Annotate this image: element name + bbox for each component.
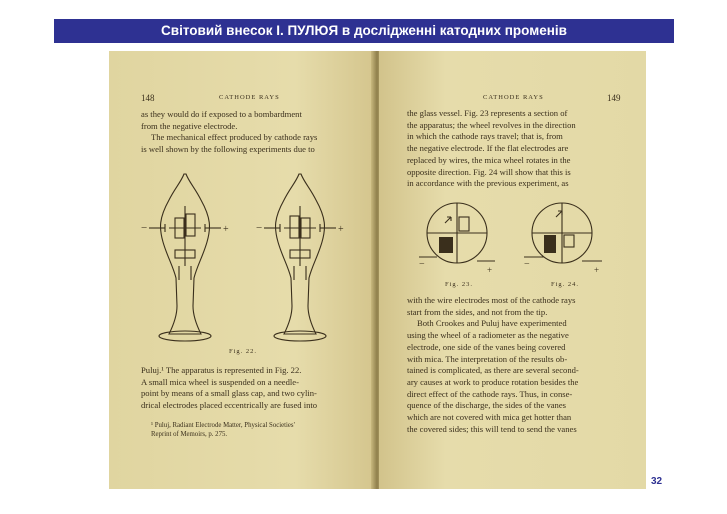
left-footnote [151,421,347,439]
text-line: the glass vessel. Fig. 23 represents a section of [407,108,568,118]
footnote-line: ¹ Puluj, Radiant Electrode Matter, Physical Societies' [151,422,295,429]
left-page [109,51,375,489]
plus-sign: + [594,265,600,275]
right-top-text [407,108,619,190]
text-line: drical electrodes placed eccentrically are fused into [141,400,318,411]
plus-sign: + [338,224,344,235]
left-running-head: CATHODE RAYS [219,94,280,101]
text-line: tained is complicated, as there are several second- [407,365,579,376]
fig23-diagram [419,203,495,275]
fig23-caption: Fig. 23. [445,281,474,288]
minus-sign: − [256,222,263,234]
fig22-caption: Fig. 22. [229,348,258,355]
slide-page-number: 32 [651,476,663,487]
text-line: from the negative electrode. [141,120,238,131]
fig24-diagram [524,203,602,275]
fig23-24-illustration [419,199,619,279]
book-scan [109,51,646,489]
right-running-head: CATHODE RAYS [483,94,544,101]
minus-sign: − [141,222,148,234]
text-line: the apparatus; the wheel revolves in the direction [407,119,576,130]
text-line: with mica. The interpretation of the results ob- [407,353,568,364]
left-bottom-text [141,365,347,412]
slide-title: Світовий внесок І. ПУЛЮЯ в дослідженні катодних променів [54,19,674,43]
text-line: in which the cathode rays travel; that is, from [407,131,563,142]
text-line: as they would do if exposed to a bombardment [141,109,302,119]
text-line: electrode, one side of the vanes being covered [407,341,566,352]
text-line: using the wheel of a radiometer as the negative [407,330,569,341]
minus-sign: − [419,259,425,270]
text-line: the covered sides; this will tend to send the vanes [407,423,577,434]
right-page [379,51,646,489]
text-line: point by means of a small glass cap, and two cylin- [141,388,317,399]
fig24-caption: Fig. 24. [551,281,580,288]
right-bottom-text [407,295,619,435]
text-line: A small mica wheel is suspended on a needle- [141,376,299,387]
text-line: Both Crookes and Puluj have experimented [417,318,567,329]
fig22-illustration [129,166,359,346]
text-line: start from the sides, and not from the tip. [407,306,548,317]
left-page-number: 148 [141,93,155,103]
footnote-line: Reprint of Memoirs, p. 275. [151,431,228,438]
text-line: Puluj.¹ The apparatus is represented in Fig. 22. [141,365,302,375]
plus-sign: + [223,224,229,235]
tube-right [256,174,344,341]
text-line: opposite direction. Fig. 24 will show that this is [407,166,571,177]
text-line: is well shown by the following experiments due to [141,144,315,155]
text-line: replaced by wires, the mica wheel rotates in the [407,154,571,165]
tube-left [141,174,229,341]
text-line: the negative electrode. If the flat electrodes are [407,143,569,154]
text-line: The mechanical effect produced by cathode rays [151,132,318,143]
left-top-text [141,109,347,156]
text-line: direct effect of the cathode rays. Thus, in conse- [407,388,573,399]
text-line: ary causes at work to produce rotation besides the [407,376,579,387]
minus-sign: − [524,259,530,270]
text-line: with the wire electrodes most of the cathode rays [407,295,576,305]
right-page-number: 149 [607,93,621,103]
text-line: which are not covered with mica get hotter than [407,412,572,423]
text-line: in accordance with the previous experiment, as [407,178,569,189]
plus-sign: + [487,265,493,275]
text-line: quence of the discharge, the sides of the vanes [407,400,567,411]
